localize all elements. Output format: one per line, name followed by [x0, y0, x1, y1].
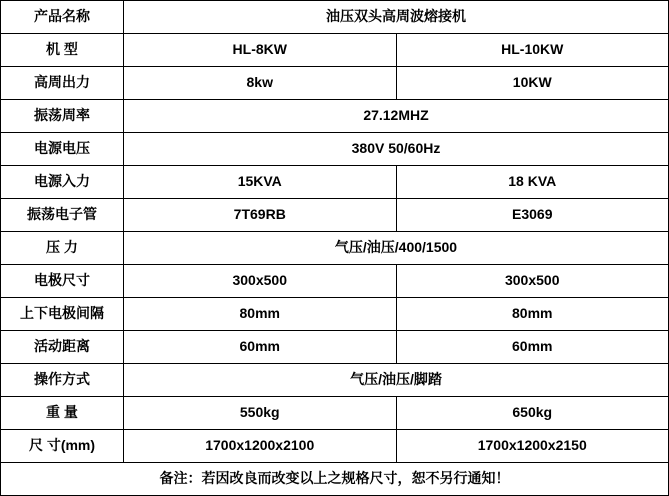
table-row [1, 199, 669, 232]
table-note: 备注：若因改良而改变以上之规格尺寸，恕不另行通知！ [1, 463, 669, 496]
table-row [1, 397, 669, 430]
row-value-full: 气压/油压/脚踏 [124, 364, 669, 397]
row-value-left: 1700x1200x2100 [124, 430, 397, 463]
row-value-left: 7T69RB [124, 199, 397, 232]
row-label: 电源入力 [1, 166, 124, 199]
row-value-right: 650kg [396, 397, 669, 430]
table-row [1, 232, 669, 265]
row-label: 高周出力 [1, 67, 124, 100]
row-value-left: 550kg [124, 397, 397, 430]
row-value-right: 60mm [396, 331, 669, 364]
row-label: 振荡电子管 [1, 199, 124, 232]
row-value-left: 80mm [124, 298, 397, 331]
table-row [1, 1, 669, 34]
row-value-left: 300x500 [124, 265, 397, 298]
row-value-right: 300x500 [396, 265, 669, 298]
row-value-right: 1700x1200x2150 [396, 430, 669, 463]
table-row [1, 430, 669, 463]
row-value-full: 380V 50/60Hz [124, 133, 669, 166]
row-label: 上下电极间隔 [1, 298, 124, 331]
table-note-row [1, 463, 669, 496]
row-value-left: 15KVA [124, 166, 397, 199]
row-value-full: 气压/油压/400/1500 [124, 232, 669, 265]
row-label: 尺 寸(mm) [1, 430, 124, 463]
row-label: 操作方式 [1, 364, 124, 397]
row-label: 电源电压 [1, 133, 124, 166]
table-row [1, 364, 669, 397]
row-label: 重 量 [1, 397, 124, 430]
row-label: 产品名称 [1, 1, 124, 34]
table-row [1, 133, 669, 166]
row-value-full: 油压双头高周波熔接机 [124, 1, 669, 34]
table-row [1, 67, 669, 100]
row-label: 压 力 [1, 232, 124, 265]
row-value-right: 10KW [396, 67, 669, 100]
row-value-left: HL-8KW [124, 34, 397, 67]
row-label: 振荡周率 [1, 100, 124, 133]
row-value-right: HL-10KW [396, 34, 669, 67]
row-value-left: 8kw [124, 67, 397, 100]
table-row [1, 100, 669, 133]
row-value-left: 60mm [124, 331, 397, 364]
table-row [1, 166, 669, 199]
row-label: 活动距离 [1, 331, 124, 364]
table-row [1, 265, 669, 298]
table-row [1, 331, 669, 364]
table-row [1, 298, 669, 331]
row-value-right: 80mm [396, 298, 669, 331]
table-row [1, 34, 669, 67]
row-value-full: 27.12MHZ [124, 100, 669, 133]
row-value-right: E3069 [396, 199, 669, 232]
row-value-right: 18 KVA [396, 166, 669, 199]
row-label: 电极尺寸 [1, 265, 124, 298]
row-label: 机 型 [1, 34, 124, 67]
